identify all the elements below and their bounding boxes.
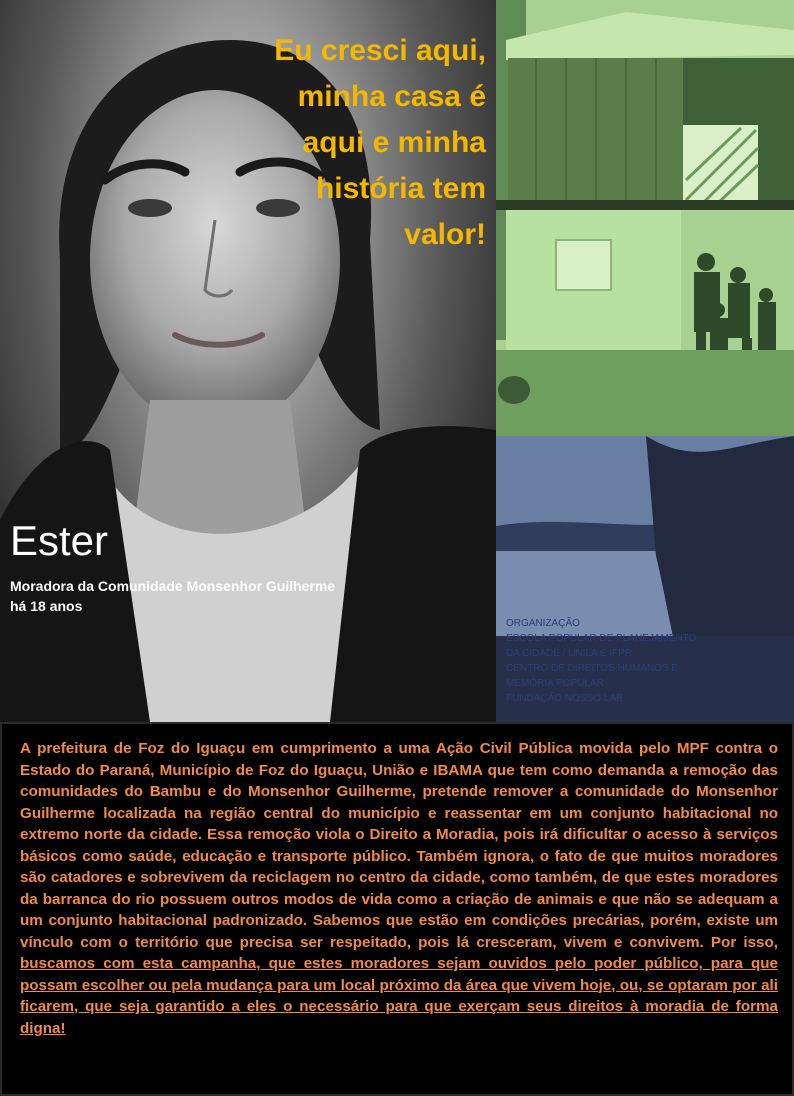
- house-illustration: [496, 0, 794, 436]
- campaign-text-box: [0, 722, 794, 1096]
- quote-line: aqui e minha: [302, 126, 486, 159]
- caption-line: há 18 anos: [10, 598, 83, 614]
- river-photo: [496, 436, 794, 722]
- quote-line: minha casa é: [297, 80, 486, 113]
- house-photo: [496, 0, 794, 436]
- org-line: FUNDAÇÃO NOSSO LAR: [506, 693, 624, 704]
- org-line: CENTRO DE DIREITOS HUMANOS E: [506, 663, 679, 674]
- portrait-photo: [0, 0, 496, 722]
- caption-line: Moradora da Comunidade Monsenhor Guilherme: [10, 578, 336, 594]
- campaign-paragraph: [20, 738, 778, 1039]
- campaign-call-to-action: buscamos com esta campanha, que estes moradores sejam ouvidos pelo poder público, para que possam escolher ou pela mudança para um local próximo da área que vivem hoje, ou, se optaram por ali ficarem, que seja garantido a eles o necessário para que exerçam seus direitos à moradia de forma digna!: [20, 955, 778, 1037]
- campaign-text: A prefeitura de Foz do Iguaçu em cumprimento a uma Ação Civil Pública movida pelo MPF contra o Estado do Paraná, Município de Foz do Iguaçu, União e IBAMA que tem como demanda a remoção das comunidades do Bambu e do Monsenhor Guilherme, pretende remover a comunidade do Monsenhor Guilherme localizada na região central do município e reassentar em um conjunto habitacional no extremo norte da cidade. Essa remoção viola o Direito a Moradia, pois irá dificultar o acesso à serviços básicos como saúde, educação e transporte público. Também ignora, o fato de que muitos moradores são catadores e sobrevivem da reciclagem no centro da cidade, como também, de que estes moradores da barranca do rio possuem outros modos de vida como a criação de animais e que não se adequam a um conjunto habitacional padronizado. Sabemos que estão em condições precárias, porém, existe um vínculo com o território que precisa ser respeitado, pois lá cresceram, vivem e convivem. Por isso,: [20, 740, 778, 951]
- organization-credits: [506, 616, 696, 706]
- org-line: ORGANIZAÇÃO: [506, 618, 580, 629]
- org-line: ESCOLA POPULAR DE PLANEJAMENTO: [506, 633, 697, 644]
- quote-line: história tem: [315, 172, 486, 205]
- org-line: DA CIDADE / UNILA E IFPR: [506, 648, 633, 659]
- quote-line: valor!: [404, 218, 486, 251]
- quote-headline: [230, 28, 486, 258]
- person-caption: [10, 576, 335, 616]
- org-line: MEMÓRIA POPULAR: [506, 678, 604, 689]
- person-name: Ester: [10, 517, 109, 564]
- quote-line: Eu cresci aqui,: [274, 34, 486, 67]
